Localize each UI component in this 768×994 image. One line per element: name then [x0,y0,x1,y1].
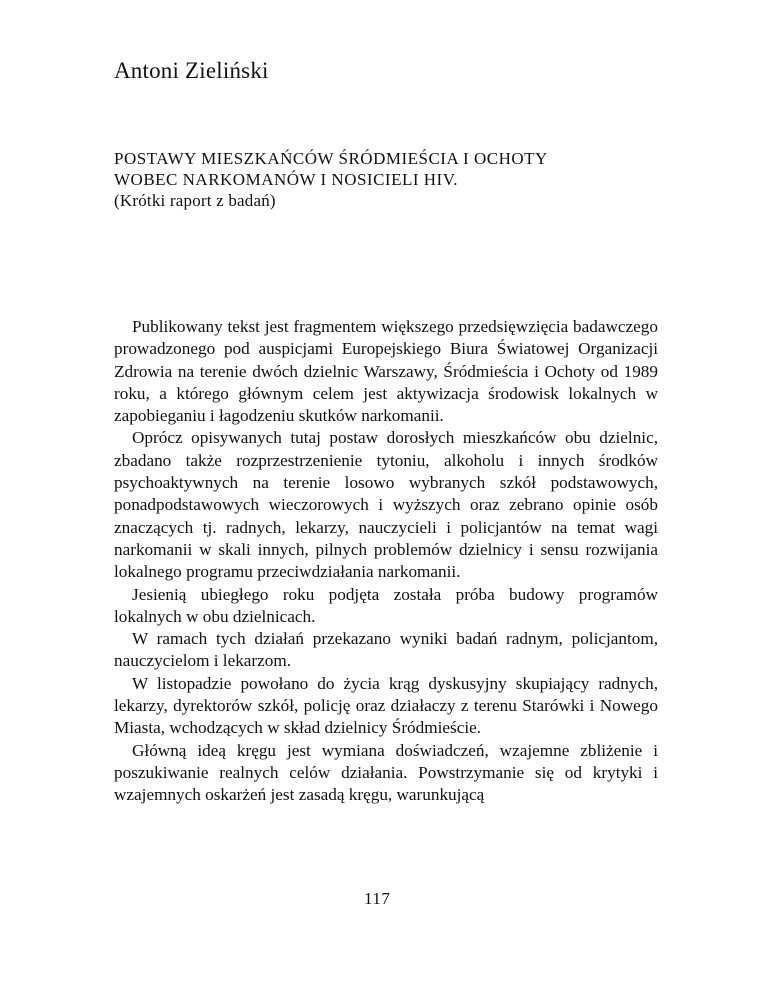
article-subtitle: (Krótki raport z badań) [114,191,276,210]
paragraph-2: Oprócz opisywanych tutaj postaw dorosłych mieszkańców obu dzielnic, zbadano także rozprzestrzenienie tytoniu, alkoholu i innych środków psychoaktywnych na terenie losowo wybranych szkół podstawowych, ponadpodstawowych wieczorowych i wyższych oraz zebrano opinie osób znaczących tj. radnych, lekarzy, nauczycieli i policjantów na temat wagi narkomanii w skali innych, pilnych problemów dzielnicy i sensu rozwijania lokalnego programu przeciwdziałania narkomanii. [114,428,658,582]
article-title [114,148,674,211]
author-name: Antoni Zieliński [114,58,269,83]
title-line-2: WOBEC NARKOMANÓW I NOSICIELI HIV. [114,170,459,189]
paragraph-6: Główną ideą kręgu jest wymiana doświadczeń, wzajemne zbliżenie i poszukiwanie realnych celów działania. Powstrzymanie się od krytyki i wzajemnych oskarżeń jest zasadą kręgu, warunkującą [114,740,658,805]
paragraph-1: Publikowany tekst jest fragmentem większego przedsięwzięcia badawczego prowadzonego pod auspicjami Europejskiego Biura Światowej Organizacji Zdrowia na terenie dwóch dzielnic Warszawy, Śródmieścia i Ochoty od 1989 roku, a którego głównym celem jest aktywizacja środowisk lokalnych w zapobieganiu i łagodzeniu skutków narkomanii. [114,317,658,426]
paragraph-4: W ramach tych działań przekazano wyniki badań radnym, policjantom, nauczycielom i lekarzom. [114,629,658,671]
paragraph-5: W listopadzie powołano do życia krąg dyskusyjny skupiający radnych, lekarzy, dyrektorów szkół, policję oraz działaczy z terenu Starówki i Nowego Miasta, wchodzących w skład dzielnicy Śródmieście. [114,673,658,738]
paragraph-3: Jesienią ubiegłego roku podjęta została próba budowy programów lokalnych w obu dzielnicach. [114,584,658,626]
article-body [114,316,658,807]
title-line-1: POSTAWY MIESZKAŃCÓW ŚRÓDMIEŚCIA I OCHOTY [114,149,548,168]
page-number: 117 [364,889,391,908]
